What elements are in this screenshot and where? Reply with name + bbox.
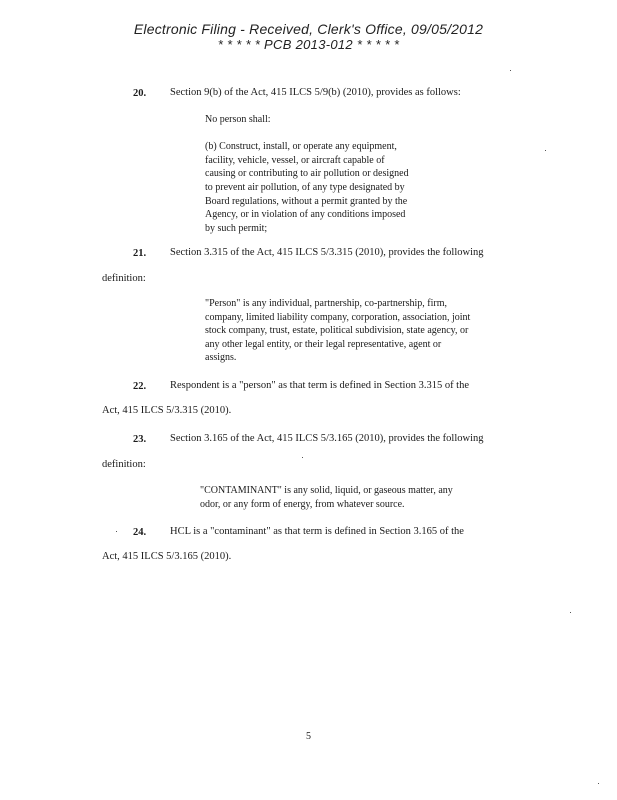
paragraph-21-text: Section 3.315 of the Act, 415 ILCS 5/3.315 (2010), provides the following [170, 247, 484, 258]
paragraph-24-continuation: Act, 415 ILCS 5/3.165 (2010). [102, 551, 232, 562]
scan-speck [116, 531, 117, 532]
scan-speck [570, 612, 571, 613]
paragraph-23-text: Section 3.165 of the Act, 415 ILCS 5/3.165 (2010), provides the following [170, 433, 484, 444]
scan-speck [598, 783, 599, 784]
paragraph-number-24: 24. [133, 527, 147, 538]
quote-section-9b [205, 113, 409, 235]
paragraph-number-20: 20. [133, 88, 147, 99]
paragraph-23-continuation: definition: [102, 459, 146, 470]
paragraph-22-text: Respondent is a "person" as that term is defined in Section 3.315 of the [170, 380, 470, 391]
scan-speck [302, 457, 303, 458]
paragraph-20-text: Section 9(b) of the Act, 415 ILCS 5/9(b) (2010), provides as follows: [170, 87, 461, 98]
quote-line: company, limited liability company, corporation, association, joint [205, 311, 471, 323]
paragraph-number-23: 23. [133, 434, 147, 445]
filing-stamp-line: Electronic Filing - Received, Clerk's Office, 09/05/2012 [133, 21, 484, 37]
quote-line: (b) Construct, install, or operate any equipment, [205, 141, 397, 153]
scan-speck [510, 70, 511, 71]
quote-contaminant-definition [200, 484, 453, 511]
quote-line: causing or contributing to air pollution or designed [205, 168, 409, 180]
paragraph-number-22: 22. [133, 381, 147, 392]
quote-line: Board regulations, without a permit granted by the [205, 195, 408, 207]
quote-line: "CONTAMINANT" is any solid, liquid, or gaseous matter, any [200, 485, 453, 496]
quote-line: "Person" is any individual, partnership, co-partnership, firm, [205, 298, 448, 309]
quote-line: No person shall: [205, 114, 271, 125]
paragraph-number-21: 21. [133, 248, 147, 259]
quote-line: any other legal entity, or their legal representative, agent or [205, 338, 442, 350]
quote-line: facility, vehicle, vessel, or aircraft capable of [205, 154, 385, 166]
quote-line: by such permit; [205, 222, 268, 234]
quote-line: to prevent air pollution, of any type designated by [205, 181, 405, 193]
paragraph-21-continuation: definition: [102, 273, 146, 284]
paragraph-22-continuation: Act, 415 ILCS 5/3.315 (2010). [102, 405, 232, 416]
case-number-line: * * * * * PCB 2013-012 * * * * * [217, 37, 400, 52]
quote-line: odor, or any form of energy, from whatever source. [200, 498, 405, 510]
paragraph-24-text: HCL is a "contaminant" as that term is defined in Section 3.165 of the [170, 526, 464, 537]
quote-person-definition [205, 297, 470, 365]
quote-line: stock company, trust, estate, political subdivision, state agency, or [205, 325, 469, 337]
quote-line: assigns. [205, 352, 237, 364]
quote-line [205, 127, 409, 141]
page-number: 5 [306, 731, 311, 742]
quote-line: Agency, or in violation of any conditions imposed [205, 209, 406, 221]
scan-speck [545, 150, 546, 151]
